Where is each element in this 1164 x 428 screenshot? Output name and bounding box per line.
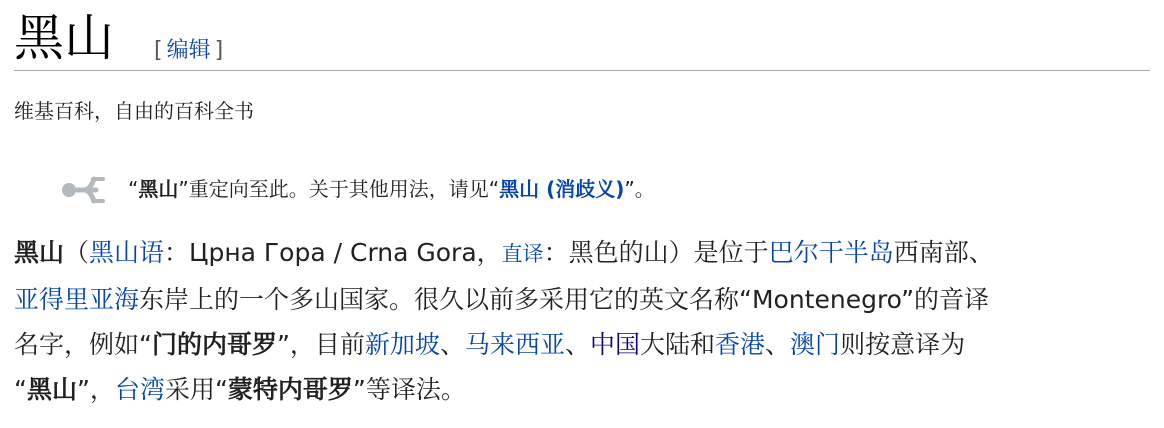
- disambiguation-link[interactable]: [499, 177, 624, 201]
- china-link[interactable]: 中国: [589, 330, 640, 359]
- lead-text: 则按意译为: [840, 330, 966, 359]
- lead-line: [14, 367, 1154, 412]
- disambiguation-link-label: 黑山 (消歧义): [499, 177, 625, 201]
- edit-link[interactable]: 编辑: [166, 38, 211, 63]
- translated-name: 黑山: [26, 375, 77, 404]
- lead-line: [14, 230, 1154, 277]
- montenegrin-language-link[interactable]: 黑山语: [89, 238, 165, 267]
- lead-text: ”，: [76, 375, 115, 404]
- redirect-arrow-icon: [60, 174, 112, 206]
- edit-section: [154, 36, 223, 66]
- paren-open: （: [64, 238, 90, 267]
- article-heading: [14, 6, 1150, 71]
- separator: 、: [564, 330, 590, 359]
- lead-text: 大陆和: [640, 330, 716, 359]
- macau-link[interactable]: 澳门: [790, 330, 841, 359]
- hatnote-text: [128, 172, 655, 206]
- page-title: 黑山: [14, 9, 114, 67]
- lead-text: ”等译法。: [352, 375, 466, 404]
- lead-text: 名字，例如“: [14, 330, 152, 359]
- literal-meaning: ：黑色的山）是位于: [543, 238, 769, 267]
- hatnote-middle: ”重定向至此。关于其他用法，请见“: [178, 177, 500, 201]
- lead-text: ”，目前: [276, 330, 365, 359]
- edit-bracket-open: [: [154, 38, 163, 63]
- lead-text: 东岸上的一个多山国家。很久以前多采用它的英文名称“Montenegro”的音译: [139, 285, 990, 314]
- lead-text: “: [14, 375, 27, 404]
- lead-term: 黑山: [14, 238, 65, 267]
- lead-line: [14, 322, 1154, 367]
- malaysia-link[interactable]: 马来西亚: [464, 330, 565, 359]
- separator: 、: [439, 330, 465, 359]
- hong-kong-link[interactable]: 香港: [715, 330, 766, 359]
- native-name: ：Црна Гора / Crna Gora，: [164, 238, 502, 267]
- hatnote-prefix: “: [128, 177, 139, 201]
- hatnote-suffix: ”。: [624, 177, 655, 201]
- hatnote-redirect-term: 黑山: [138, 177, 179, 201]
- taiwan-name: 蒙特内哥罗: [227, 375, 353, 404]
- edit-bracket-close: ]: [214, 38, 224, 63]
- site-tagline: 维基百科，自由的百科全书: [14, 99, 254, 123]
- lead-line: [14, 277, 1154, 322]
- singapore-link[interactable]: 新加坡: [364, 330, 440, 359]
- lead-paragraph: [14, 230, 1154, 412]
- adriatic-sea-link[interactable]: 亚得里亚海: [14, 285, 140, 314]
- taiwan-link[interactable]: 台湾: [114, 375, 165, 404]
- literal-translation-link[interactable]: 直译: [501, 242, 544, 266]
- lead-text: 采用“: [164, 375, 228, 404]
- transliteration-name: 门的内哥罗: [151, 330, 277, 359]
- separator: 、: [765, 330, 791, 359]
- lead-text: 西南部、: [893, 238, 994, 267]
- balkan-peninsula-link[interactable]: 巴尔干半岛: [768, 238, 894, 267]
